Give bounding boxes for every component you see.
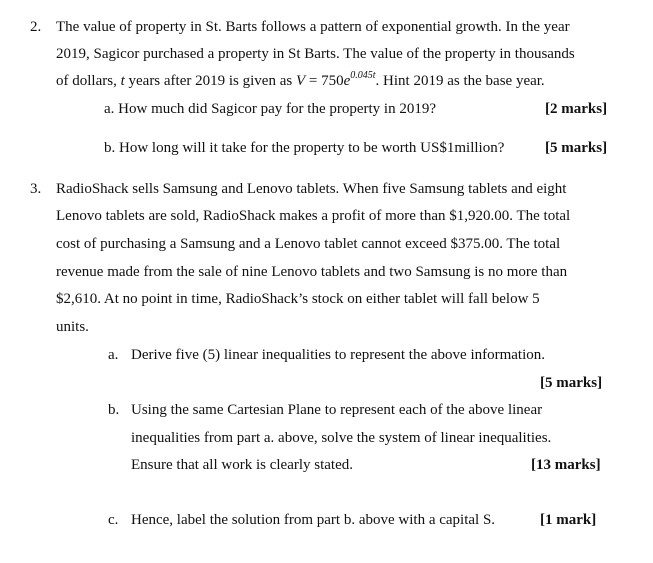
q2-part-b: b. How long will it take for the property to be worth US$1million?	[104, 140, 505, 156]
q3-part-c-marks: [1 mark]	[540, 512, 597, 528]
q3-part-c-text: Hence, label the solution from part b. above with a capital S.	[131, 512, 496, 528]
q2-line-3: of dollars, t years after 2019 is given as $V = 750e^{0.045t}$. Hint 2019 as the base year.	[56, 70, 545, 89]
q3-line: $2,610. At no point in time, RadioShack’s stock on either tablet will fall below 5	[56, 291, 540, 307]
q3-line: cost of purchasing a Samsung and a Lenovo tablet cannot exceed $375.00. The total	[56, 236, 561, 252]
q3-part-b-line: Using the same Cartesian Plane to represent each of the above linear	[131, 402, 543, 418]
formula-lhs: V	[295, 73, 306, 89]
q3-part-b-line: Ensure that all work is clearly stated.	[131, 457, 354, 473]
q2-line-1: The value of property in St. Barts follows a pattern of exponential growth. In the year	[56, 19, 570, 35]
q3-part-b-letter: b.	[108, 402, 120, 418]
q3-line: units.	[56, 319, 89, 335]
q3-part-b-marks: [13 marks]	[531, 457, 601, 473]
q2-part-a: a. How much did Sagicor pay for the property in 2019?	[104, 101, 436, 117]
q3-part-a-letter: a.	[108, 347, 119, 363]
q3-line: revenue made from the sale of nine Lenovo tablets and two Samsung is no more than	[56, 264, 568, 280]
variable-t: t	[120, 73, 125, 89]
q2-part-a-marks: [2 marks]	[545, 101, 608, 117]
q3-part-b-line: inequalities from part a. above, solve the system of linear inequalities.	[131, 430, 552, 446]
q3-line: Lenovo tablets are sold, RadioShack makes a profit of more than $1,920.00. The total	[56, 208, 571, 224]
formula-exponent: 0.045t	[350, 70, 376, 81]
q3-part-a-marks: [5 marks]	[540, 375, 603, 391]
q3-part-a-text: Derive five (5) linear inequalities to represent the above information.	[131, 347, 546, 363]
q2-line-2: 2019, Sagicor purchased a property in St Barts. The value of the property in thousands	[56, 46, 575, 62]
q3-line: RadioShack sells Samsung and Lenovo tablets. When five Samsung tablets and eight	[56, 181, 567, 197]
q2-part-b-marks: [5 marks]	[545, 140, 608, 156]
q3-number: 3.	[30, 181, 42, 197]
q3-part-c-letter: c.	[108, 512, 119, 528]
q2-number: 2.	[30, 19, 42, 35]
formula-e: e	[343, 73, 351, 89]
formula-eq: = 750	[305, 73, 344, 89]
